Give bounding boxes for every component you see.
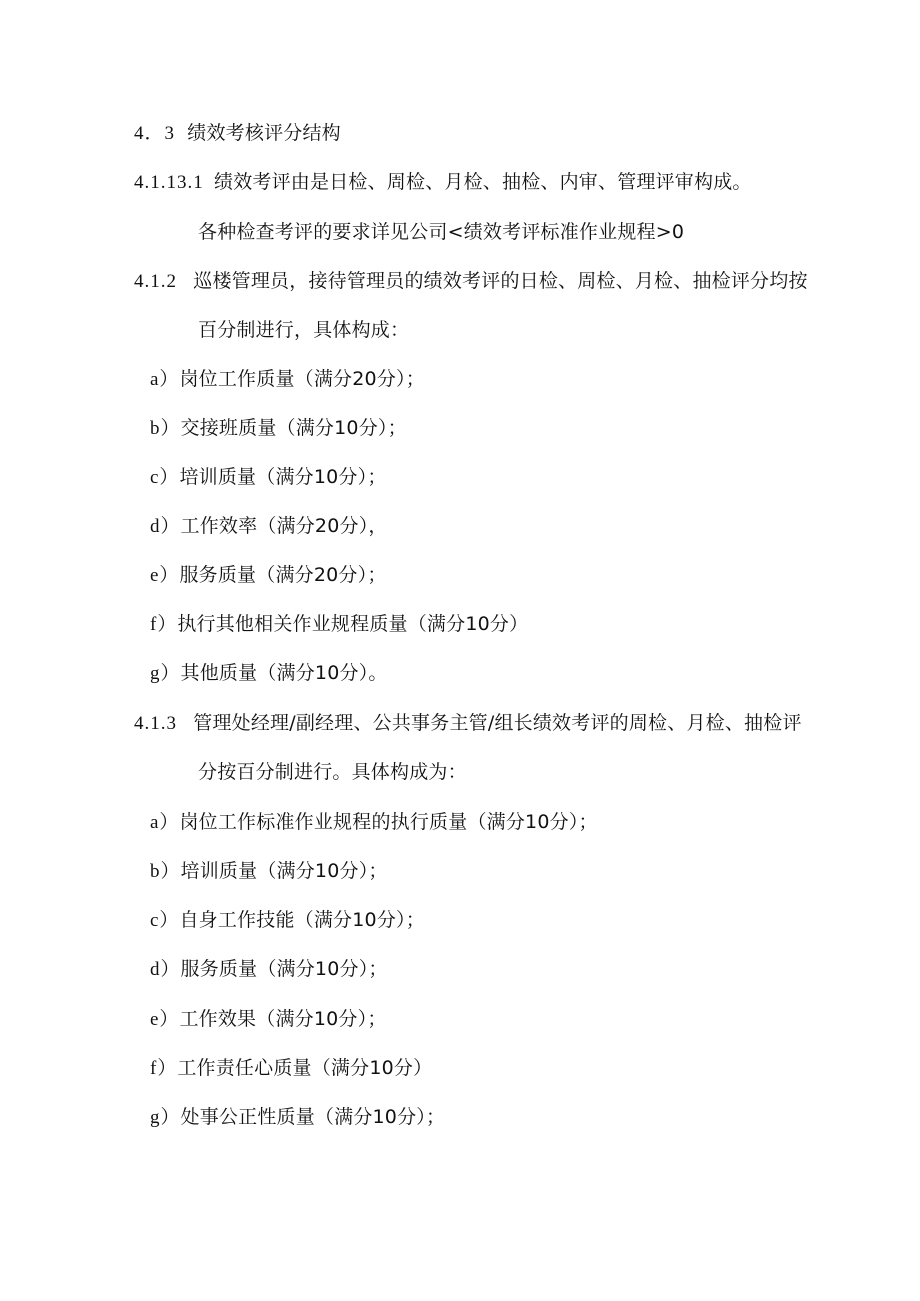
list-marker: b） xyxy=(150,861,181,882)
list-marker: c） xyxy=(150,910,180,931)
list-item xyxy=(150,366,425,393)
list-marker: b） xyxy=(150,418,181,439)
list-item xyxy=(150,956,388,983)
list-item xyxy=(150,858,388,885)
paragraph-4-1-13-1 xyxy=(134,169,752,196)
paragraph-4-1-2-continuation: 百分制进行，具体构成： xyxy=(198,319,410,341)
paragraph-number: 4.1.2 xyxy=(134,271,177,292)
list-item-text: 其他质量（满分10分）。 xyxy=(180,662,388,684)
list-item-text: 培训质量（满分10分）； xyxy=(180,860,388,882)
list-item-text: 执行其他相关作业规程质量（满分10分） xyxy=(177,613,529,635)
list-item xyxy=(150,660,388,687)
paragraph-text: 巡楼管理员，接待管理员的绩效考评的日检、周检、月检、抽检评分均按 xyxy=(193,270,808,292)
list-item-text: 交接班质量（满分10分）； xyxy=(180,417,407,439)
list-item xyxy=(150,562,387,589)
list-item-text: 培训质量（满分10分）； xyxy=(179,466,387,488)
section-heading xyxy=(134,120,341,147)
section-title: 绩效考核评分结构 xyxy=(187,122,341,144)
section-number: 4．3 xyxy=(134,123,176,144)
list-item xyxy=(150,1055,432,1082)
list-item xyxy=(150,513,388,540)
paragraph-4-1-3-continuation: 分按百分制进行。具体构成为： xyxy=(198,761,467,783)
list-marker: d） xyxy=(150,959,181,980)
list-item-text: 工作效果（满分10分）； xyxy=(179,1008,387,1030)
list-item-text: 工作效率（满分20分）， xyxy=(180,515,388,537)
paragraph-text: 管理处经理/副经理、公共事务主管/组长绩效考评的周检、月检、抽检评 xyxy=(193,712,802,734)
list-marker: g） xyxy=(150,663,181,684)
paragraph-4-1-2 xyxy=(134,268,808,295)
list-item xyxy=(150,907,425,934)
list-item-text: 服务质量（满分10分）； xyxy=(180,958,388,980)
list-item xyxy=(150,611,528,638)
list-marker: c） xyxy=(150,467,180,488)
list-marker: d） xyxy=(150,516,181,537)
paragraph-number: 4.1.3 xyxy=(134,713,177,734)
list-item xyxy=(150,415,407,442)
list-marker: g） xyxy=(150,1107,181,1128)
list-marker: a） xyxy=(150,812,180,833)
list-marker: a） xyxy=(150,369,180,390)
list-item xyxy=(150,1104,445,1131)
list-item xyxy=(150,1006,387,1033)
list-marker: f） xyxy=(150,614,178,635)
list-item-text: 服务质量（满分20分）； xyxy=(179,564,387,586)
list-item xyxy=(150,464,387,491)
paragraph-text: 绩效考评由是日检、周检、月检、抽检、内审、管理评审构成。 xyxy=(214,171,752,193)
paragraph-number: 4.1.13.1 xyxy=(134,172,204,193)
list-marker: f） xyxy=(150,1058,178,1079)
paragraph-4-1-13-1-continuation: 各种检查考评的要求详见公司<绩效考评标准作业规程>0 xyxy=(198,221,685,243)
list-item xyxy=(150,809,598,836)
list-item-text: 处事公正性质量（满分10分）； xyxy=(180,1106,446,1128)
list-marker: e） xyxy=(150,1009,180,1030)
paragraph-4-1-3 xyxy=(134,710,802,737)
list-item-text: 岗位工作标准作业规程的执行质量（满分10分）； xyxy=(179,811,598,833)
list-marker: e） xyxy=(150,565,180,586)
list-item-text: 工作责任心质量（满分10分） xyxy=(177,1057,433,1079)
list-item-text: 自身工作技能（满分10分）； xyxy=(179,909,425,931)
list-item-text: 岗位工作质量（满分20分）； xyxy=(179,368,425,390)
